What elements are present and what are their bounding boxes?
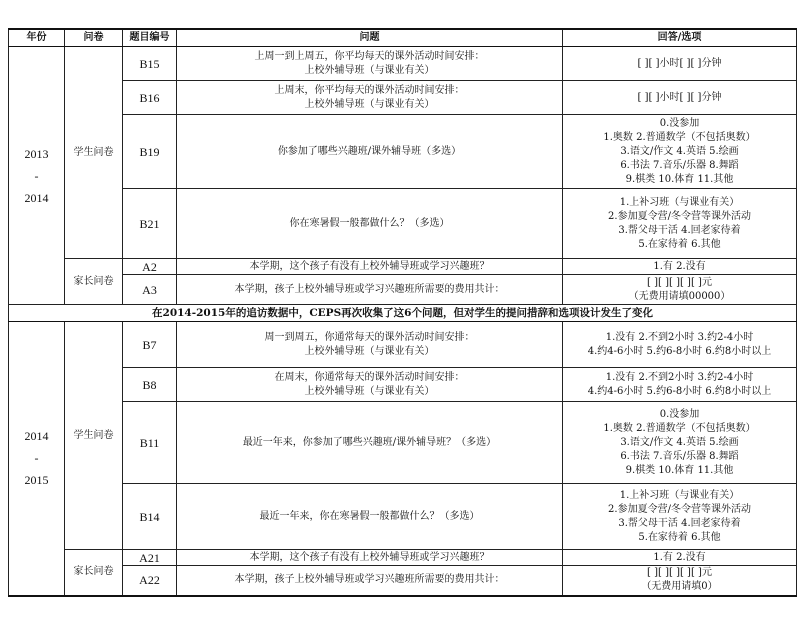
answer-option-line: 3.帮父母干活 4.回老家待着 — [618, 517, 741, 529]
question-text-line: 最近一年来，你在寒暑假一般都做什么？（多选） — [259, 510, 480, 522]
answer-option-line: 5.在家待着 6.其他 — [638, 531, 721, 543]
table-row — [9, 47, 797, 81]
answer-option-line: [ ][ ][ ][ ][ ]元 — [647, 276, 712, 288]
answer-options — [563, 115, 797, 189]
question-code: B19 — [123, 115, 177, 189]
question-code: A21 — [123, 550, 177, 566]
table-row — [9, 81, 797, 115]
answer-option-line: [ ][ ][ ][ ][ ]元 — [647, 567, 712, 579]
answer-options — [563, 189, 797, 259]
answer-option-line: 1.上补习班（与课业有关） — [619, 196, 740, 208]
table-row — [9, 484, 797, 550]
answer-option-line: 1.有 2.没有 — [653, 260, 706, 272]
year-text: 2014 — [24, 190, 49, 205]
header-questionnaire: 问卷 — [65, 29, 123, 47]
table-header-row — [9, 29, 797, 47]
question-text — [177, 550, 563, 566]
answer-options — [563, 368, 797, 402]
answer-option-line: 2.参加夏令营/冬令营等课外活动 — [608, 503, 751, 515]
answer-option-line: 9.棋类 10.体育 11.其他 — [625, 173, 734, 185]
year-cell — [9, 322, 65, 596]
parent-questionnaire-label: 家长问卷 — [65, 550, 123, 596]
questionnaire-table — [8, 28, 797, 597]
question-text — [177, 115, 563, 189]
answer-option-line: [ ][ ]小时[ ][ ]分钟 — [637, 91, 722, 103]
banner-row — [9, 305, 797, 322]
question-code: B11 — [123, 402, 177, 484]
answer-options — [563, 484, 797, 550]
question-text-line: 本学期，这个孩子有没有上校外辅导班或学习兴趣班？ — [249, 260, 490, 272]
question-text-line: 上周末，你平均每天的课外活动时间安排： — [274, 84, 465, 96]
question-text-line: 在周末，你通常每天的课外活动时间安排： — [274, 371, 465, 383]
question-text-line: 上校外辅导班（与课业有关） — [304, 385, 435, 397]
table-row — [9, 368, 797, 402]
answer-option-line: 9.棋类 10.体育 11.其他 — [625, 464, 734, 476]
table-row — [9, 115, 797, 189]
question-code: B15 — [123, 47, 177, 81]
header-answer: 回答/选项 — [563, 29, 797, 47]
table-row — [9, 550, 797, 566]
answer-option-line: 1.有 2.没有 — [653, 551, 706, 563]
answer-option-line: 3.语文/作文 4.英语 5.绘画 — [620, 436, 739, 448]
answer-options — [563, 259, 797, 275]
question-code: B7 — [123, 322, 177, 368]
question-text — [177, 275, 563, 305]
year-text: - — [34, 168, 39, 183]
question-text — [177, 484, 563, 550]
answer-option-line: （无费用请填0） — [641, 581, 718, 593]
question-text-line: 周一到周五，你通常每天的课外活动时间安排： — [264, 331, 475, 343]
answer-options — [563, 47, 797, 81]
question-code: B21 — [123, 189, 177, 259]
question-text-line: 上校外辅导班（与课业有关） — [304, 345, 435, 357]
question-text-line: 本学期，孩子上校外辅导班或学习兴趣班所需要的费用共计： — [234, 574, 505, 586]
question-text — [177, 402, 563, 484]
answer-option-line: 1.奥数 2.普通数学（不包括奥数） — [603, 131, 756, 143]
student-questionnaire-label: 学生问卷 — [65, 47, 123, 259]
answer-option-line: 0.没参加 — [659, 408, 700, 420]
answer-option-line: 5.在家待着 6.其他 — [638, 238, 721, 250]
table-row — [9, 189, 797, 259]
answer-option-line: 2.参加夏令营/冬令营等课外活动 — [608, 210, 751, 222]
table-row — [9, 322, 797, 368]
question-text-line: 本学期，孩子上校外辅导班或学习兴趣班所需要的费用共计： — [234, 283, 505, 295]
question-text — [177, 368, 563, 402]
question-text-line: 本学期，这个孩子有没有上校外辅导班或学习兴趣班？ — [249, 551, 490, 563]
table-row — [9, 275, 797, 305]
answer-options — [563, 275, 797, 305]
question-code: B14 — [123, 484, 177, 550]
questionnaire-table-document — [8, 28, 796, 597]
table-row — [9, 402, 797, 484]
answer-options — [563, 81, 797, 115]
year-text: 2013 — [24, 146, 49, 161]
question-text-line: 上校外辅导班（与课业有关） — [304, 64, 435, 76]
answer-option-line: [ ][ ]小时[ ][ ]分钟 — [637, 57, 722, 69]
year-cell — [9, 47, 65, 305]
answer-option-line: 1.没有 2.不到2小时 3.约2-4小时 — [605, 371, 754, 383]
answer-options — [563, 550, 797, 566]
answer-option-line: 1.奥数 2.普通数学（不包括奥数） — [603, 422, 756, 434]
answer-option-line: 1.上补习班（与课业有关） — [619, 489, 740, 501]
answer-option-line: 6.书法 7.音乐/乐器 8.舞蹈 — [620, 450, 739, 462]
answer-options — [563, 566, 797, 596]
question-code: A2 — [123, 259, 177, 275]
question-text-line: 最近一年来，你参加了哪些兴趣班/课外辅导班？（多选） — [242, 436, 497, 448]
question-text — [177, 259, 563, 275]
year-text: 2014 — [24, 429, 49, 444]
table-row — [9, 259, 797, 275]
answer-option-line: 0.没参加 — [659, 117, 700, 129]
answer-option-line: 4.约4-6小时 5.约6-8小时 6.约8小时以上 — [587, 385, 772, 397]
answer-option-line: 1.没有 2.不到2小时 3.约2-4小时 — [605, 331, 754, 343]
question-text — [177, 322, 563, 368]
section-banner: 在2014-2015年的追访数据中，CEPS再次收集了这6个问题，但对学生的提问措辞和选项设计发生了变化 — [9, 305, 797, 322]
question-text — [177, 566, 563, 596]
question-text — [177, 189, 563, 259]
question-code: B16 — [123, 81, 177, 115]
table-row — [9, 566, 797, 596]
parent-questionnaire-label: 家长问卷 — [65, 259, 123, 305]
question-text-line: 上周一到上周五，你平均每天的课外活动时间安排： — [254, 50, 485, 62]
question-code: A22 — [123, 566, 177, 596]
question-text-line: 你参加了哪些兴趣班/课外辅导班（多选） — [277, 145, 462, 157]
year-text: 2015 — [24, 473, 49, 488]
header-question: 问题 — [177, 29, 563, 47]
answer-options — [563, 322, 797, 368]
answer-options — [563, 402, 797, 484]
student-questionnaire-label: 学生问卷 — [65, 322, 123, 550]
question-text-line: 你在寒暑假一般都做什么？（多选） — [289, 217, 450, 229]
header-year: 年份 — [9, 29, 65, 47]
answer-option-line: 4.约4-6小时 5.约6-8小时 6.约8小时以上 — [587, 345, 772, 357]
header-code: 题目编号 — [123, 29, 177, 47]
answer-option-line: 3.帮父母干活 4.回老家待着 — [618, 224, 741, 236]
answer-option-line: 6.书法 7.音乐/乐器 8.舞蹈 — [620, 159, 739, 171]
question-text-line: 上校外辅导班（与课业有关） — [304, 98, 435, 110]
question-code: A3 — [123, 275, 177, 305]
answer-option-line: 3.语文/作文 4.英语 5.绘画 — [620, 145, 739, 157]
answer-option-line: （无费用请填00000） — [628, 290, 731, 302]
year-text: - — [34, 451, 39, 466]
question-text — [177, 81, 563, 115]
question-text — [177, 47, 563, 81]
question-code: B8 — [123, 368, 177, 402]
